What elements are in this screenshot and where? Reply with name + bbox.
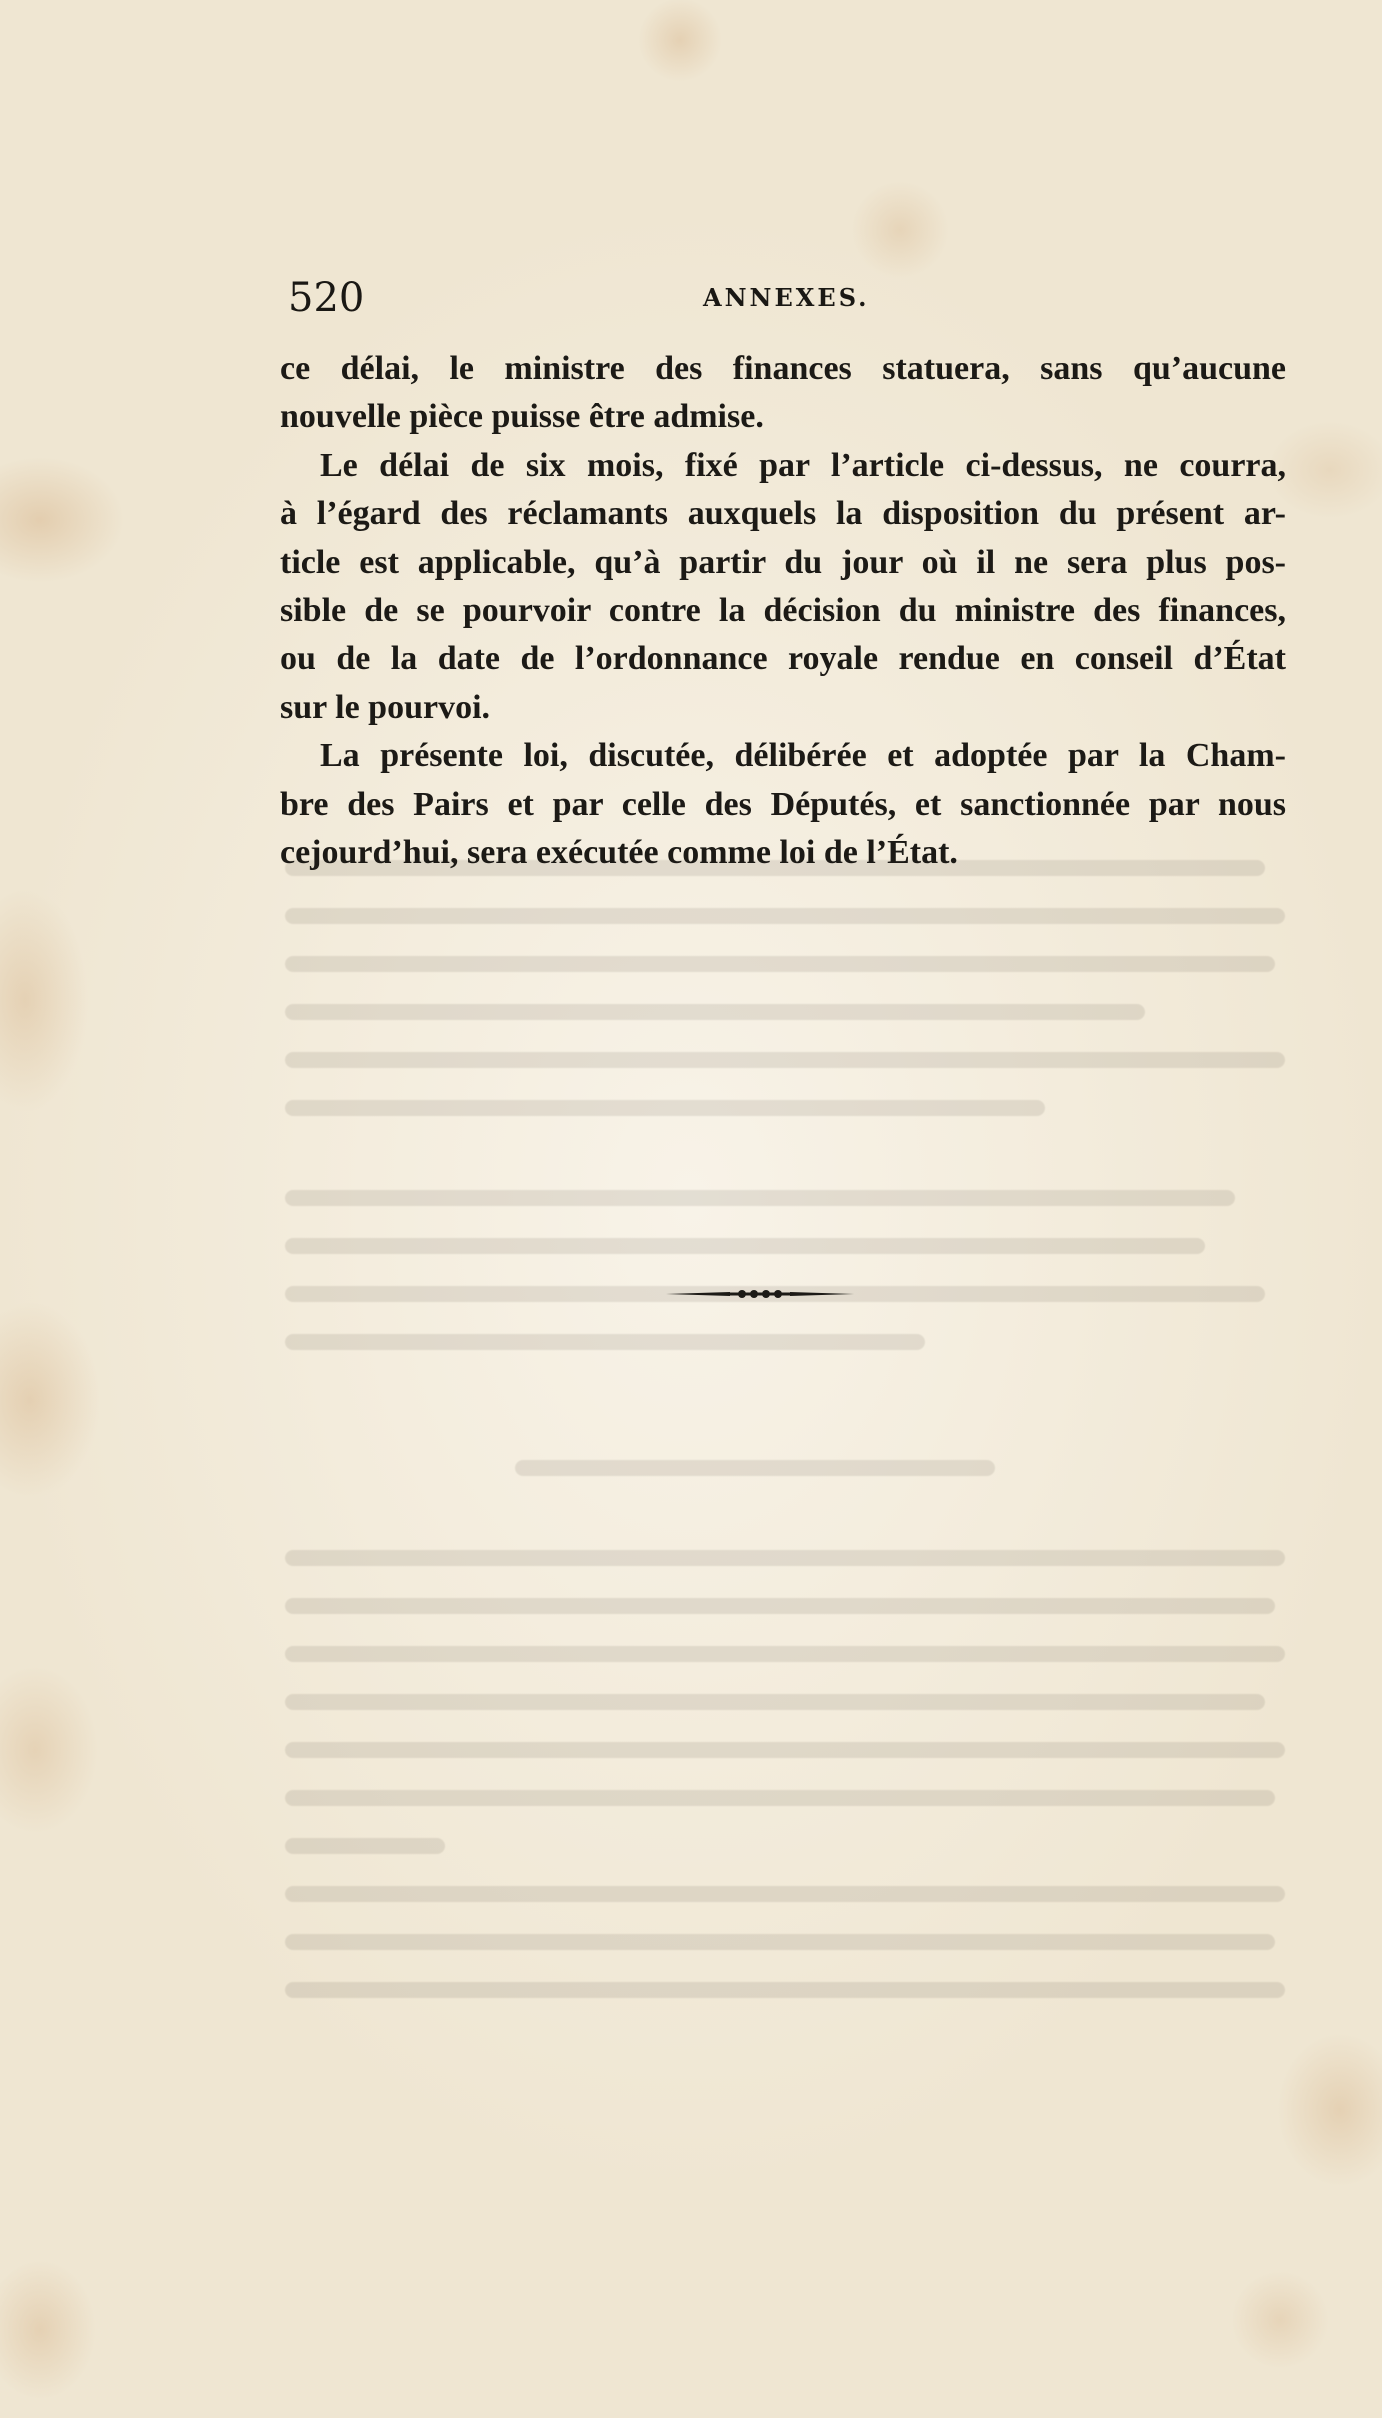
page-number: 520 [288,275,365,321]
text-line: sible de se pourvoir contre la décision du ministre des finances, [280,591,1286,629]
show-through-text [285,860,1295,2060]
page-header [288,268,1286,328]
text-line: nouvelle pièce puisse être admise. [280,398,764,436]
text-line: à l’égard des réclamants auxquels la disposition du présent ar- [280,495,1286,533]
text-line: bre des Pairs et par celle des Députés, et sanctionnée par nous [280,785,1286,823]
text-line: ce délai, le ministre des finances statuera, sans qu’aucune [280,350,1286,387]
text-line: cejourd’hui, sera exécutée comme loi de l’État. [280,833,958,871]
text-line: ticle est applicable, qu’à partir du jour où il ne sera plus pos- [280,543,1286,581]
end-ornament-icon [660,1278,860,1310]
text-line: La présente loi, discutée, délibérée et adoptée par la Cham- [320,737,1286,775]
body-text [280,345,1286,877]
text-line: sur le pourvoi. [280,688,491,726]
running-head: ANNEXES. [703,283,870,312]
text-line: Le délai de six mois, fixé par l’article ci-dessus, ne courra, [320,446,1286,484]
text-line: ou de la date de l’ordonnance royale rendue en conseil d’État [280,640,1286,678]
